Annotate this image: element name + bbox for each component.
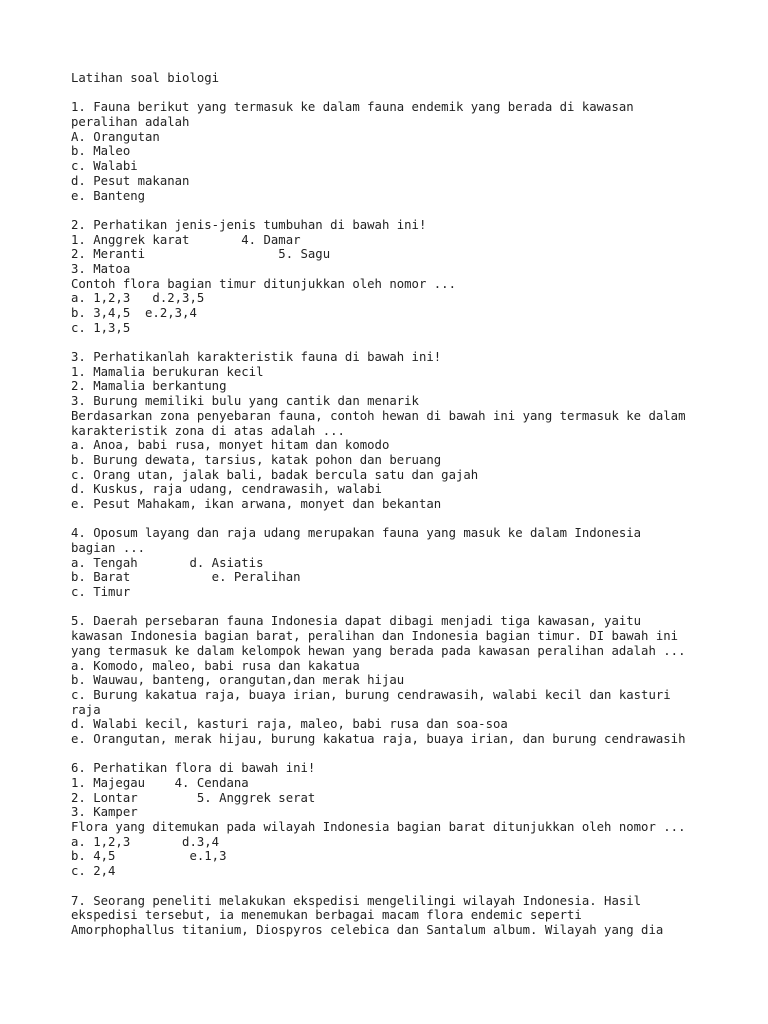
text-line: raja xyxy=(71,702,101,717)
text-line: 2. Lontar 5. Anggrek serat xyxy=(71,790,316,805)
text-line: 3. Burung memiliki bulu yang cantik dan menarik xyxy=(71,394,419,409)
blank-line xyxy=(71,512,731,527)
blank-line xyxy=(71,86,731,101)
text-line: c. Walabi xyxy=(71,159,138,174)
text-line: karakteristik zona di atas adalah ... xyxy=(71,423,345,438)
text-line: c. 2,4 xyxy=(71,864,116,879)
text-line: a. Tengah d. Asiatis xyxy=(71,555,264,570)
text-line: 4. Oposum layang dan raja udang merupakan fauna yang masuk ke dalam Indonesia xyxy=(71,526,642,541)
text-line: 3. Kamper xyxy=(71,805,138,820)
blank-line xyxy=(71,203,731,218)
text-line: d. Kuskus, raja udang, cendrawasih, walabi xyxy=(71,482,382,497)
text-line: c. Orang utan, jalak bali, badak bercula satu dan gajah xyxy=(71,467,479,482)
text-line: e. Banteng xyxy=(71,188,146,203)
document-body xyxy=(71,86,731,938)
text-line: Contoh flora bagian timur ditunjukkan oleh nomor ... xyxy=(71,276,456,291)
text-line: d. Pesut makanan xyxy=(71,173,190,188)
text-line: c. 1,3,5 xyxy=(71,320,131,335)
text-line: c. Burung kakatua raja, buaya irian, burung cendrawasih, walabi kecil dan kasturi xyxy=(71,687,671,702)
text-line: Amorphophallus titanium, Diospyros celebica dan Santalum album. Wilayah yang dia xyxy=(71,922,664,937)
text-line: 1. Fauna berikut yang termasuk ke dalam fauna endemik yang berada di kawasan xyxy=(71,100,634,115)
document-page xyxy=(71,71,731,938)
document-title: Latihan soal biologi xyxy=(71,71,220,85)
text-line: e. Pesut Mahakam, ikan arwana, monyet dan bekantan xyxy=(71,496,442,511)
text-line: e. Orangutan, merak hijau, burung kakatua raja, buaya irian, dan burung cendrawasih xyxy=(71,731,686,746)
text-line: b. Barat e. Peralihan xyxy=(71,570,301,585)
text-line: yang termasuk ke dalam kelompok hewan yang berada pada kawasan peralihan adalah ... xyxy=(71,643,686,658)
text-line: kawasan Indonesia bagian barat, peralihan dan Indonesia bagian timur. DI bawah ini xyxy=(71,629,679,644)
text-line: 1. Anggrek karat 4. Damar xyxy=(71,232,301,247)
text-line: b. Burung dewata, tarsius, katak pohon dan beruang xyxy=(71,452,442,467)
text-line: b. 4,5 e.1,3 xyxy=(71,849,227,864)
blank-line xyxy=(71,747,731,762)
text-line: a. Anoa, babi rusa, monyet hitam dan komodo xyxy=(71,438,390,453)
text-line: 1. Majegau 4. Cendana xyxy=(71,776,249,790)
text-line: a. 1,2,3 d.3,4 xyxy=(71,834,220,849)
blank-line xyxy=(71,335,731,350)
blank-line xyxy=(71,600,731,615)
text-line: 1. Mamalia berukuran kecil xyxy=(71,364,264,379)
text-line: ekspedisi tersebut, ia menemukan berbagai macam flora endemic seperti xyxy=(71,908,582,923)
text-line: b. Wauwau, banteng, orangutan,dan merak hijau xyxy=(71,673,405,688)
text-line: 3. Perhatikanlah karakteristik fauna di bawah ini! xyxy=(71,350,442,365)
text-line: 3. Matoa xyxy=(71,261,131,276)
text-line: 5. Daerah persebaran fauna Indonesia dapat dibagi menjadi tiga kawasan, yaitu xyxy=(71,614,642,629)
text-line: b. 3,4,5 e.2,3,4 xyxy=(71,306,197,320)
text-line: 7. Seorang peneliti melakukan ekspedisi mengelilingi wilayah Indonesia. Hasil xyxy=(71,893,642,908)
text-line: 6. Perhatikan flora di bawah ini! xyxy=(71,761,316,776)
text-line: peralihan adalah xyxy=(71,115,190,130)
text-line: Berdasarkan zona penyebaran fauna, contoh hewan di bawah ini yang termasuk ke dalam xyxy=(71,408,686,423)
text-line: 2. Meranti 5. Sagu xyxy=(71,247,331,262)
text-line: A. Orangutan xyxy=(71,129,160,144)
blank-line xyxy=(71,879,731,894)
text-line: 2. Mamalia berkantung xyxy=(71,379,227,394)
text-line: 2. Perhatikan jenis-jenis tumbuhan di bawah ini! xyxy=(71,217,427,232)
text-line: a. Komodo, maleo, babi rusa dan kakatua xyxy=(71,658,360,673)
text-line: bagian ... xyxy=(71,541,146,555)
text-line: d. Walabi kecil, kasturi raja, maleo, babi rusa dan soa-soa xyxy=(71,717,508,732)
text-line: b. Maleo xyxy=(71,144,131,159)
text-line: c. Timur xyxy=(71,585,131,600)
text-line: a. 1,2,3 d.2,3,5 xyxy=(71,291,205,306)
text-line: Flora yang ditemukan pada wilayah Indonesia bagian barat ditunjukkan oleh nomor ... xyxy=(71,820,686,835)
